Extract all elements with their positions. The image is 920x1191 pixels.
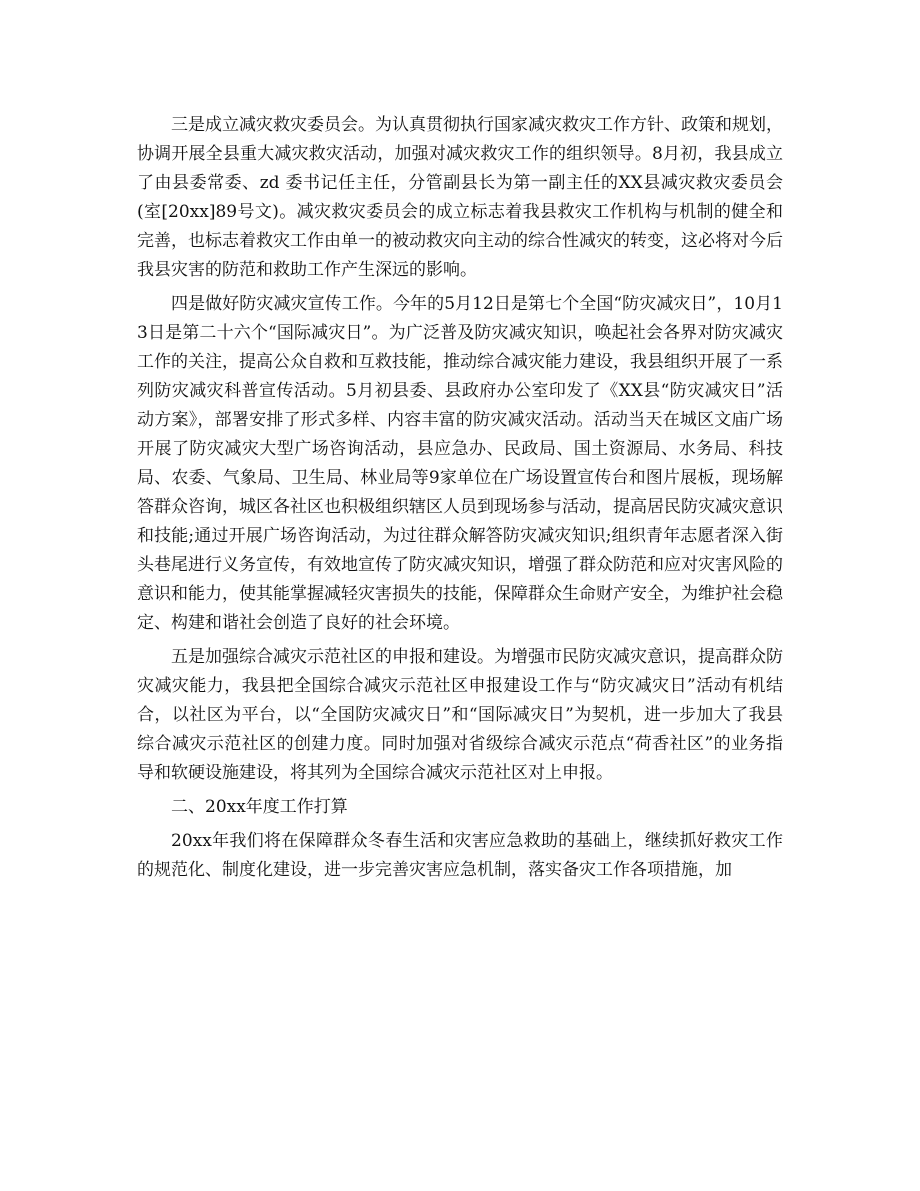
paragraph-committee: 三是成立减灾救灾委员会。为认真贯彻执行国家减灾救灾工作方针、政策和规划，协调开展全县重大减灾救灾活动，加强对减灾救灾工作的组织领导。8月初，我县成立了由县委常委、zd 委书记任主任，分管副县长为第一副主任的XX县减灾救灾委员会(室[20xx]89号文)。减灾救灾委员会的成立标志着我县救灾工作机构与机制的健全和完善，也标志着救灾工作由单一的被动救灾向主动的综合性减灾的转变，这必将对今后我县灾害的防范和救助工作产生深远的影响。 [137, 115, 783, 280]
section-heading: 二、20xx年度工作打算 [171, 797, 348, 817]
paragraph-plan: 20xx年我们将在保障群众冬春生活和灾害应急救助的基础上，继续抓好救灾工作的规范化、制度化建设，进一步完善灾害应急机制，落实备灾工作各项措施，加 [137, 831, 783, 880]
document-body [137, 111, 783, 890]
paragraph-community: 五是加强综合减灾示范社区的申报和建设。为增强市民防灾减灾意识，提高群众防灾减灾能力，我县把全国综合减灾示范社区申报建设工作与“防灾减灾日”活动有机结合，以社区为平台，以“全国防灾减灾日”和“国际减灾日”为契机，进一步加大了我县综合减灾示范社区的创建力度。同时加强对省级综合减灾示范点“荷香社区”的业务指导和软硬设施建设，将其列为全国综合减灾示范社区对上申报。 [137, 647, 783, 783]
paragraph-publicity: 四是做好防灾减灾宣传工作。今年的5月12日是第七个全国“防灾减灾日”，10月13日是第二十六个“国际减灾日”。为广泛普及防灾减灾知识，唤起社会各界对防灾减灾工作的关注，提高公众自救和互救技能，推动综合减灾能力建设，我县组织开展了一系列防灾减灾科普宣传活动。5月初县委、县政府办公室印发了《XX县“防灾减灾日”活动方案》，部署安排了形式多样、内容丰富的防灾减灾活动。活动当天在城区文庙广场开展了防灾减灾大型广场咨询活动，县应急办、民政局、国土资源局、水务局、科技局、农委、气象局、卫生局、林业局等9家单位在广场设置宣传台和图片展板，现场解答群众咨询，城区各社区也积极组织辖区人员到现场参与活动，提高居民防灾减灾意识和技能;通过开展广场咨询活动，为过往群众解答防灾减灾知识;组织青年志愿者深入街头巷尾进行义务宣传，有效地宣传了防灾减灾知识，增强了群众防范和应对灾害风险的意识和能力，使其能掌握减轻灾害损失的技能，保障群众生命财产安全，为维护社会稳定、构建和谐社会创造了良好的社会环境。 [137, 294, 783, 633]
